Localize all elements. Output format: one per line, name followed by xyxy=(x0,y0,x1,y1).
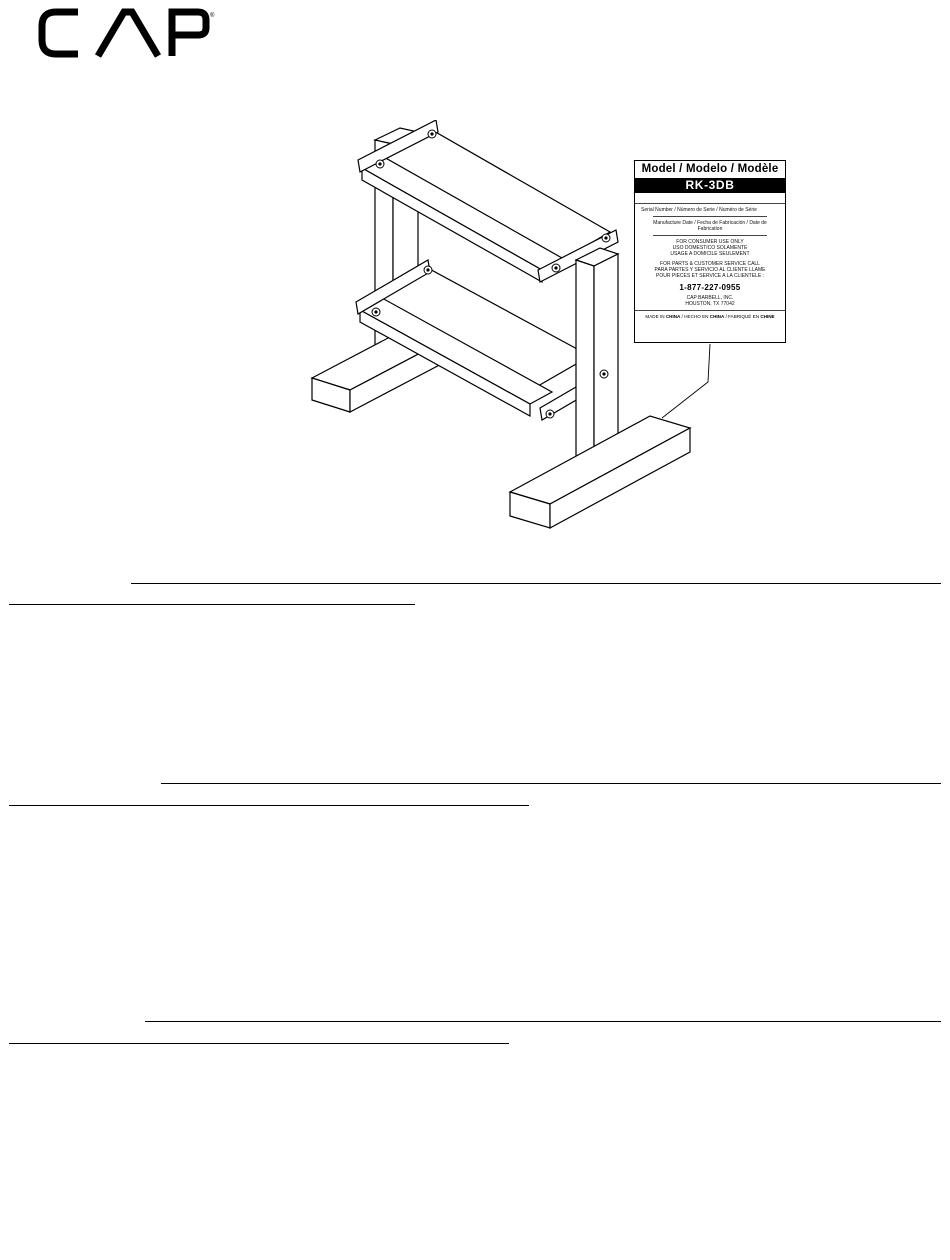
label-phone: 1-877-227-0955 xyxy=(679,283,741,292)
label-header: Model / Modelo / Modèle xyxy=(641,163,779,175)
fill-in-line xyxy=(9,604,415,605)
label-company-line: CAP BARBELL, INC. xyxy=(686,295,734,301)
label-service-line: PARA PARTES Y SERVICIO AL CLIENTE LLAME xyxy=(654,267,766,273)
fill-in-line xyxy=(9,1043,509,1044)
cap-logo xyxy=(38,8,218,58)
label-manufacture-date: Manufacture Date / Fecha de Fabricación / Date de Fabrication xyxy=(653,220,767,232)
label-company-line: HOUSTON, TX 77042 xyxy=(685,301,735,307)
model-label-card xyxy=(634,160,786,343)
fill-in-line xyxy=(145,1021,941,1022)
label-service-line: FOR PARTS & CUSTOMER SERVICE CALL xyxy=(660,261,760,267)
label-service-line: POUR PIECES ET SERVICE A LA CLIENTELE : xyxy=(656,273,764,279)
fill-in-line xyxy=(131,583,941,584)
fill-in-line xyxy=(9,805,529,806)
label-rule xyxy=(653,216,767,217)
label-rule xyxy=(635,310,785,311)
registered-mark: ® xyxy=(210,13,215,19)
fill-in-line xyxy=(161,783,941,784)
label-consumer-line: USO DOMESTICO SOLAMENTE xyxy=(672,245,748,251)
label-origin: MADE IN CHINA / HECHO EN CHINA / FABRIQUÉ EN CHINE xyxy=(645,314,775,319)
label-serial: Serial Number / Número de Serie / Numéro de Série xyxy=(641,207,757,213)
label-model-number: RK-3DB xyxy=(635,178,785,193)
label-rule xyxy=(635,203,785,204)
label-consumer-line: FOR CONSUMER USE ONLY xyxy=(676,239,744,245)
label-consumer-line: USAGE A DOMICILE SEULEMENT xyxy=(670,251,750,257)
label-rule xyxy=(653,235,767,236)
